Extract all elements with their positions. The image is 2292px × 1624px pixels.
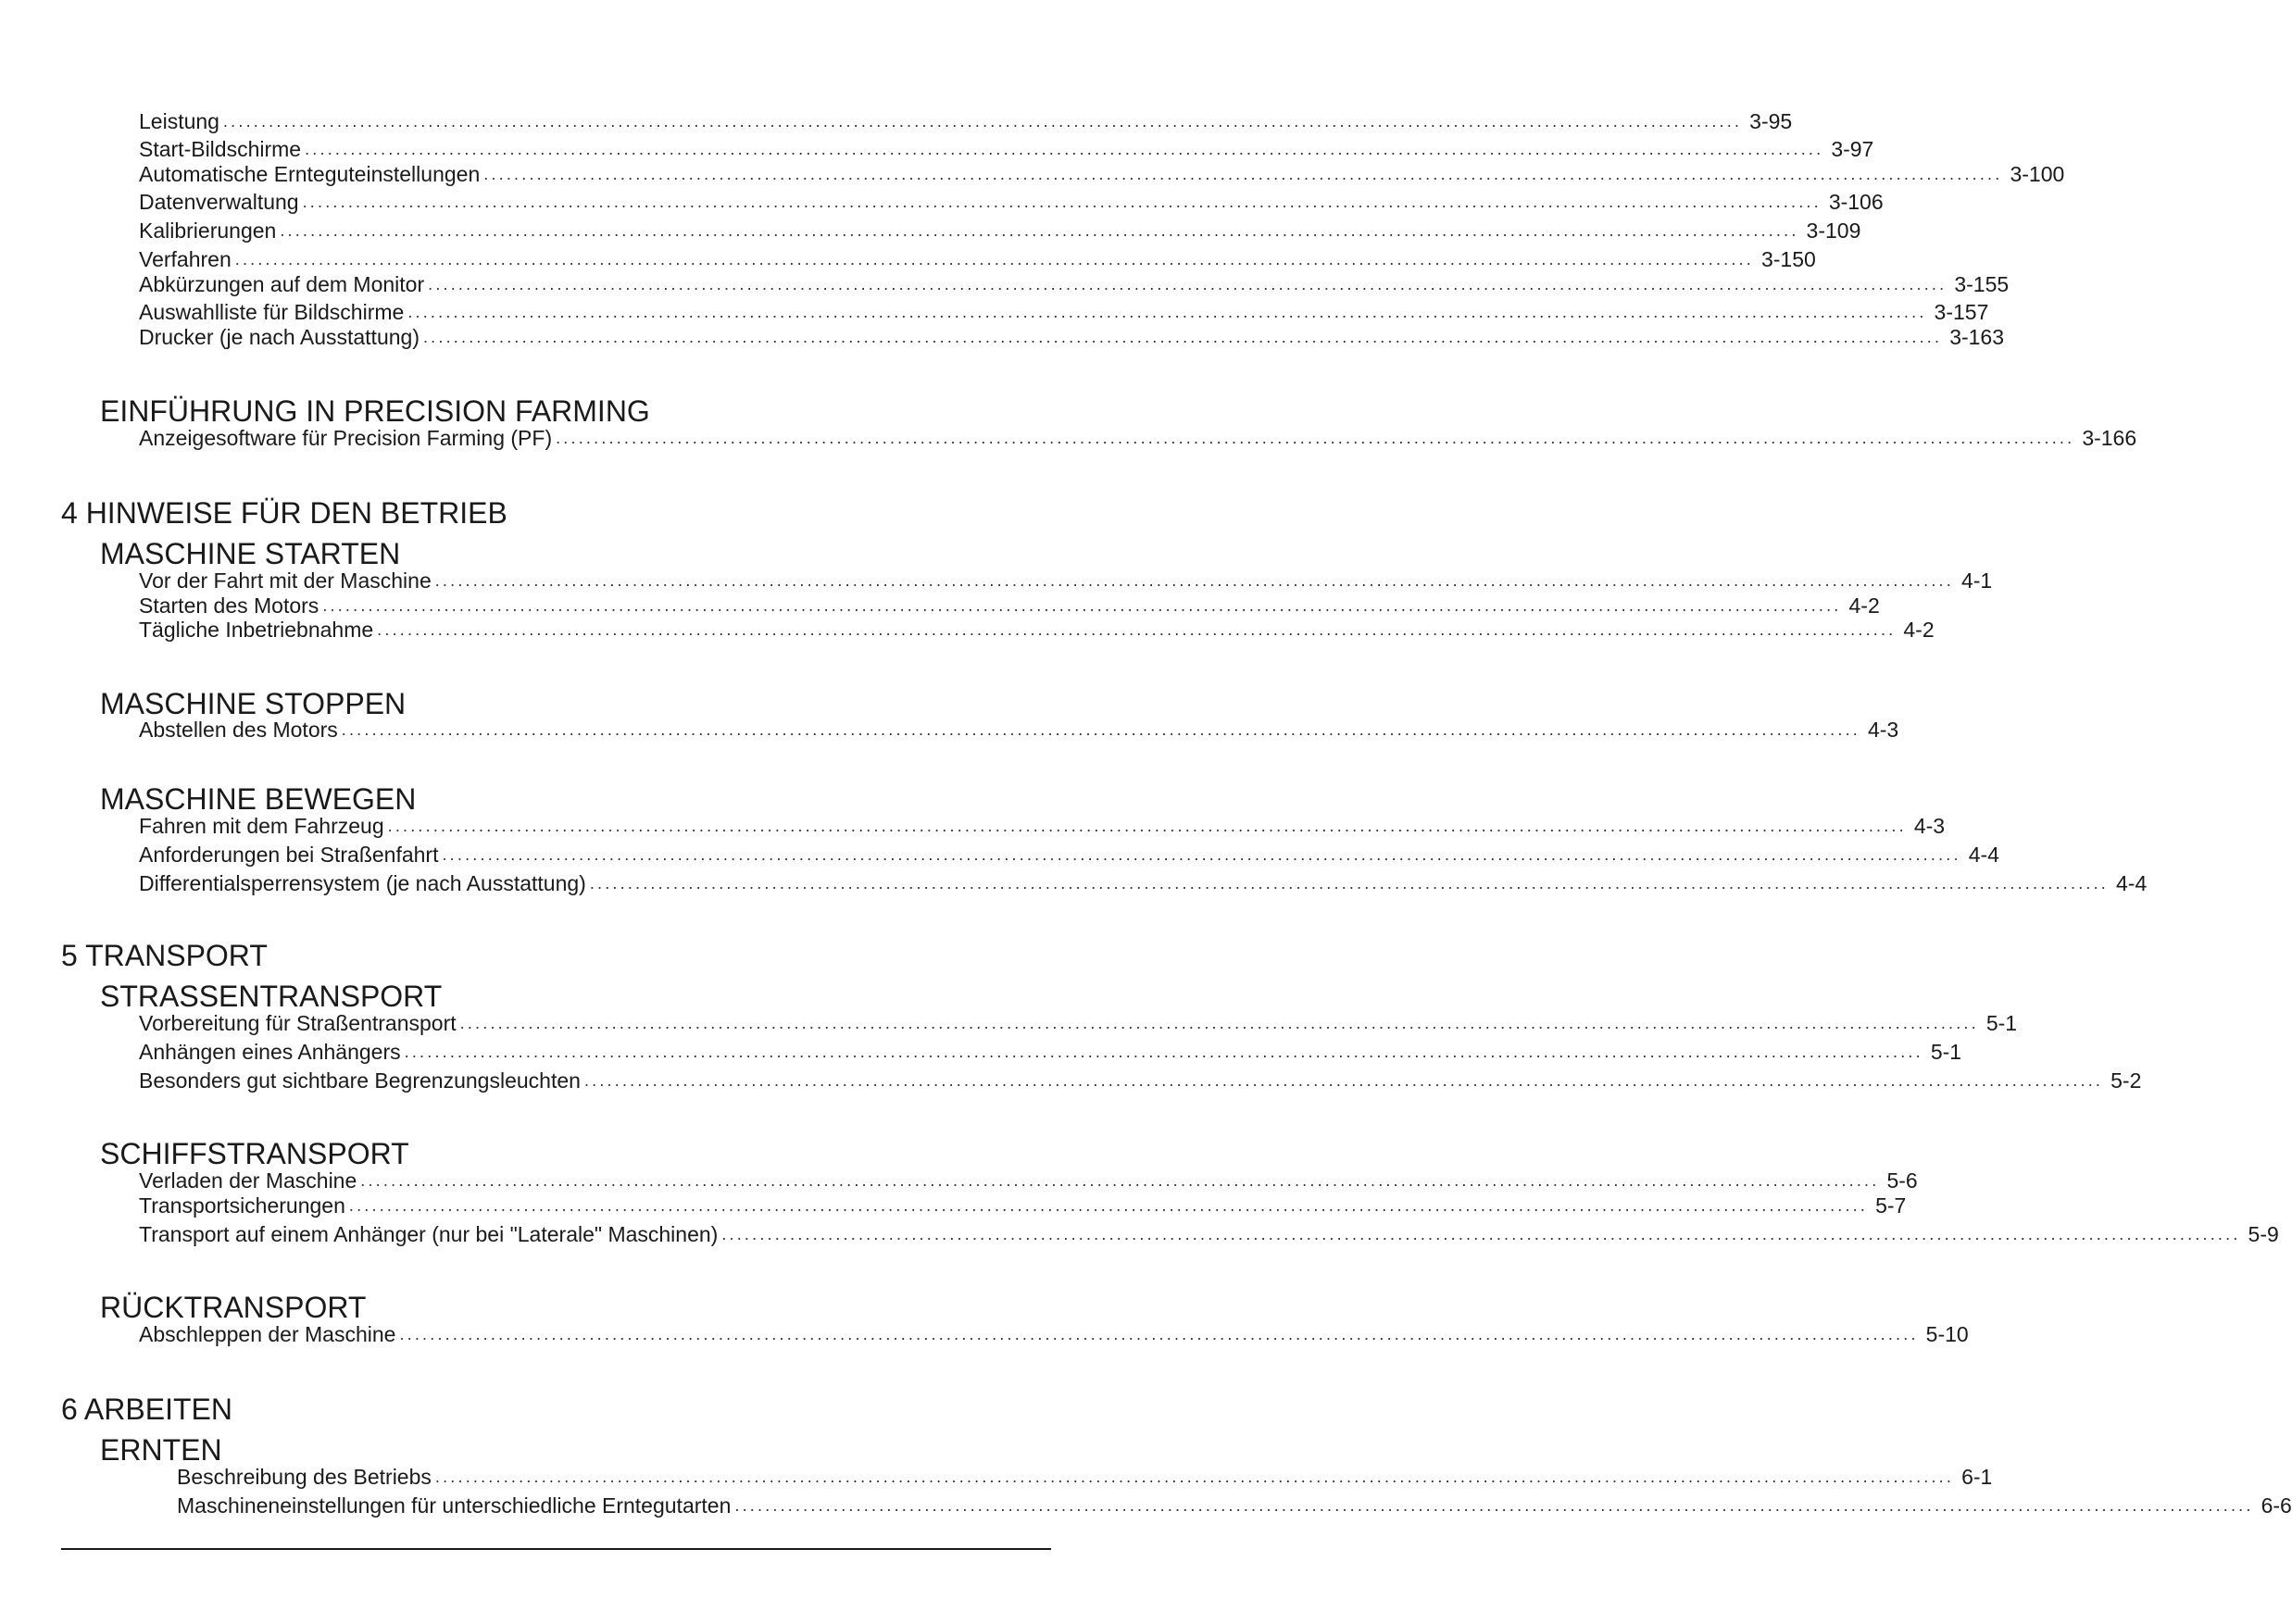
entry-title: Anforderungen bei Straßenfahrt [139,843,439,867]
entry-title: Starten des Motors [139,593,319,618]
entry-title: Beschreibung des Betriebs [177,1465,432,1489]
entry-page: 4-4 [2116,871,2148,895]
entry-title: Besonders gut sichtbare Begrenzungsleuchten [139,1068,581,1093]
entry-page: 5-9 [2248,1222,2279,1246]
entry-page: 5-7 [1875,1193,1907,1218]
section-heading: ERNTEN [100,1433,222,1467]
dot-leader: ........................................................................................................................................................................................................ [483,165,2003,183]
toc-entry[interactable] [139,714,1899,742]
dot-leader: ........................................................................................................................................................................................................ [387,817,1907,835]
dot-leader: ........................................................................................................................................................................................................ [583,1071,2104,1090]
toc-entry[interactable] [139,1318,1969,1346]
toc-entry[interactable] [139,215,1861,243]
dot-leader: ........................................................................................................................................................................................................ [589,874,2110,893]
toc-entry[interactable] [139,1165,1918,1193]
dot-leader: ........................................................................................................................................................................................................ [721,1225,2241,1243]
entry-page: 4-4 [1968,843,1999,867]
dot-leader: ........................................................................................................................................................................................................ [360,1171,1880,1190]
toc-entry[interactable] [139,422,2137,450]
entry-page: 3-155 [1954,272,2010,296]
entry-page: 5-2 [2110,1068,2142,1093]
dot-leader: ........................................................................................................................................................................................................ [404,1043,1923,1061]
entry-page: 3-150 [1760,247,1816,271]
toc-entry[interactable] [139,810,1946,838]
toc-entry[interactable] [139,269,2010,296]
entry-title: Abkürzungen auf dem Monitor [139,272,425,296]
entry-page: 3-157 [1934,300,1989,324]
toc-entry[interactable] [139,158,2065,186]
entry-page: 5-6 [1886,1168,1918,1193]
entry-page: 4-1 [1960,568,1993,593]
entry-title: Vorbereitung für Straßentransport [139,1011,457,1035]
dot-leader: ........................................................................................................................................................................................................ [434,1468,1955,1486]
entry-title: Differentialsperrensystem (je nach Ausstattung) [139,871,586,895]
toc-entry[interactable] [139,1218,2279,1246]
dot-leader: ........................................................................................................................................................................................................ [734,1496,2254,1515]
dot-leader: ........................................................................................................................................................................................................ [348,1196,1869,1215]
dot-leader: ........................................................................................................................................................................................................ [302,193,1822,211]
entry-title: Leistung [139,109,219,133]
dot-leader: ........................................................................................................................................................................................................ [442,845,1961,864]
entry-page: 3-106 [1828,190,1884,214]
entry-title: Transportsicherungen [139,1193,345,1218]
section-heading: RÜCKTRANSPORT [100,1291,367,1324]
toc-entry[interactable] [177,1490,2292,1518]
entry-title: Datenverwaltung [139,190,299,214]
dot-leader: ........................................................................................................................................................................................................ [280,221,1799,240]
chapter-heading: 5 TRANSPORT [61,939,268,972]
toc-entry[interactable] [139,1007,2018,1035]
chapter-heading: 4 HINWEISE FÜR DEN BETRIEB [61,496,507,530]
entry-title: Start-Bildschirme [139,137,302,161]
dot-leader: ........................................................................................................................................................................................................ [377,620,1897,639]
toc-entry[interactable] [139,1190,1907,1218]
toc-entry[interactable] [139,106,1793,133]
dot-leader: ........................................................................................................................................................................................................ [399,1325,1919,1343]
dot-leader: ........................................................................................................................................................................................................ [341,720,1860,739]
entry-page: 5-10 [1925,1322,1969,1346]
dot-leader: ........................................................................................................................................................................................................ [556,429,2075,447]
dot-leader: ........................................................................................................................................................................................................ [305,140,1824,158]
entry-title: Abstellen des Motors [139,718,338,742]
entry-page: 3-100 [2010,162,2065,186]
dot-leader: ........................................................................................................................................................................................................ [407,303,1927,321]
entry-page: 6-6 [2261,1493,2292,1518]
entry-title: Maschineneinstellungen für unterschiedliche Erntegutarten [177,1493,732,1518]
toc-entry[interactable] [139,839,1999,867]
dot-leader: ........................................................................................................................................................................................................ [422,328,1943,346]
entry-title: Anzeigesoftware für Precision Farming (PF) [139,426,553,450]
entry-title: Kalibrierungen [139,219,277,243]
entry-title: Verfahren [139,247,232,271]
entry-page: 4-2 [1848,593,1880,618]
entry-page: 6-1 [1961,1465,1993,1489]
chapter-heading: 6 ARBEITEN [61,1393,232,1426]
toc-entry[interactable] [139,614,1935,642]
entry-title: Drucker (je nach Ausstattung) [139,325,420,349]
footer-rule [61,1548,1051,1550]
section-heading: STRASSENTRANSPORT [100,980,443,1013]
entry-page: 4-3 [1913,814,1946,838]
toc-entry[interactable] [177,1461,1993,1489]
dot-leader: ........................................................................................................................................................................................................ [322,596,1842,615]
entry-page: 3-109 [1806,219,1861,243]
section-heading: EINFÜHRUNG IN PRECISION FARMING [100,394,650,428]
section-heading: MASCHINE STARTEN [100,537,401,570]
entry-page: 4-2 [1903,618,1935,642]
dot-leader: ........................................................................................................................................................................................................ [434,571,1954,590]
dot-leader: ........................................................................................................................................................................................................ [459,1014,1979,1032]
entry-title: Auswahlliste für Bildschirme [139,300,405,324]
entry-title: Anhängen eines Anhängers [139,1040,401,1064]
entry-page: 3-97 [1831,137,1874,161]
toc-entry[interactable] [139,133,1874,161]
toc-entry[interactable] [139,321,2005,349]
section-heading: SCHIFFSTRANSPORT [100,1137,409,1170]
entry-page: 5-1 [1930,1040,1962,1064]
toc-entry[interactable] [139,186,1884,214]
toc-entry[interactable] [139,868,2148,895]
entry-page: 3-166 [2082,426,2137,450]
toc-entry[interactable] [139,1065,2142,1093]
entry-page: 4-3 [1867,718,1899,742]
dot-leader: ........................................................................................................................................................................................................ [234,250,1754,269]
toc-entry[interactable] [139,565,1993,593]
dot-leader: ........................................................................................................................................................................................................ [222,112,1743,131]
entry-title: Tägliche Inbetriebnahme [139,618,374,642]
toc-entry[interactable] [139,1036,1962,1064]
entry-title: Fahren mit dem Fahrzeug [139,814,384,838]
section-heading: MASCHINE BEWEGEN [100,782,417,816]
entry-title: Verladen der Maschine [139,1168,357,1193]
dot-leader: ........................................................................................................................................................................................................ [428,275,1948,294]
entry-title: Abschleppen der Maschine [139,1322,396,1346]
entry-page: 3-95 [1749,109,1793,133]
toc-entry[interactable] [139,244,1816,271]
entry-title: Transport auf einem Anhänger (nur bei "Laterale" Maschinen) [139,1222,719,1246]
entry-title: Automatische Ernteguteinstellungen [139,162,481,186]
entry-page: 3-163 [1949,325,2005,349]
entry-title: Vor der Fahrt mit der Maschine [139,568,432,593]
toc-entry[interactable] [139,296,1989,324]
section-heading: MASCHINE STOPPEN [100,687,407,720]
entry-page: 5-1 [1985,1011,2018,1035]
